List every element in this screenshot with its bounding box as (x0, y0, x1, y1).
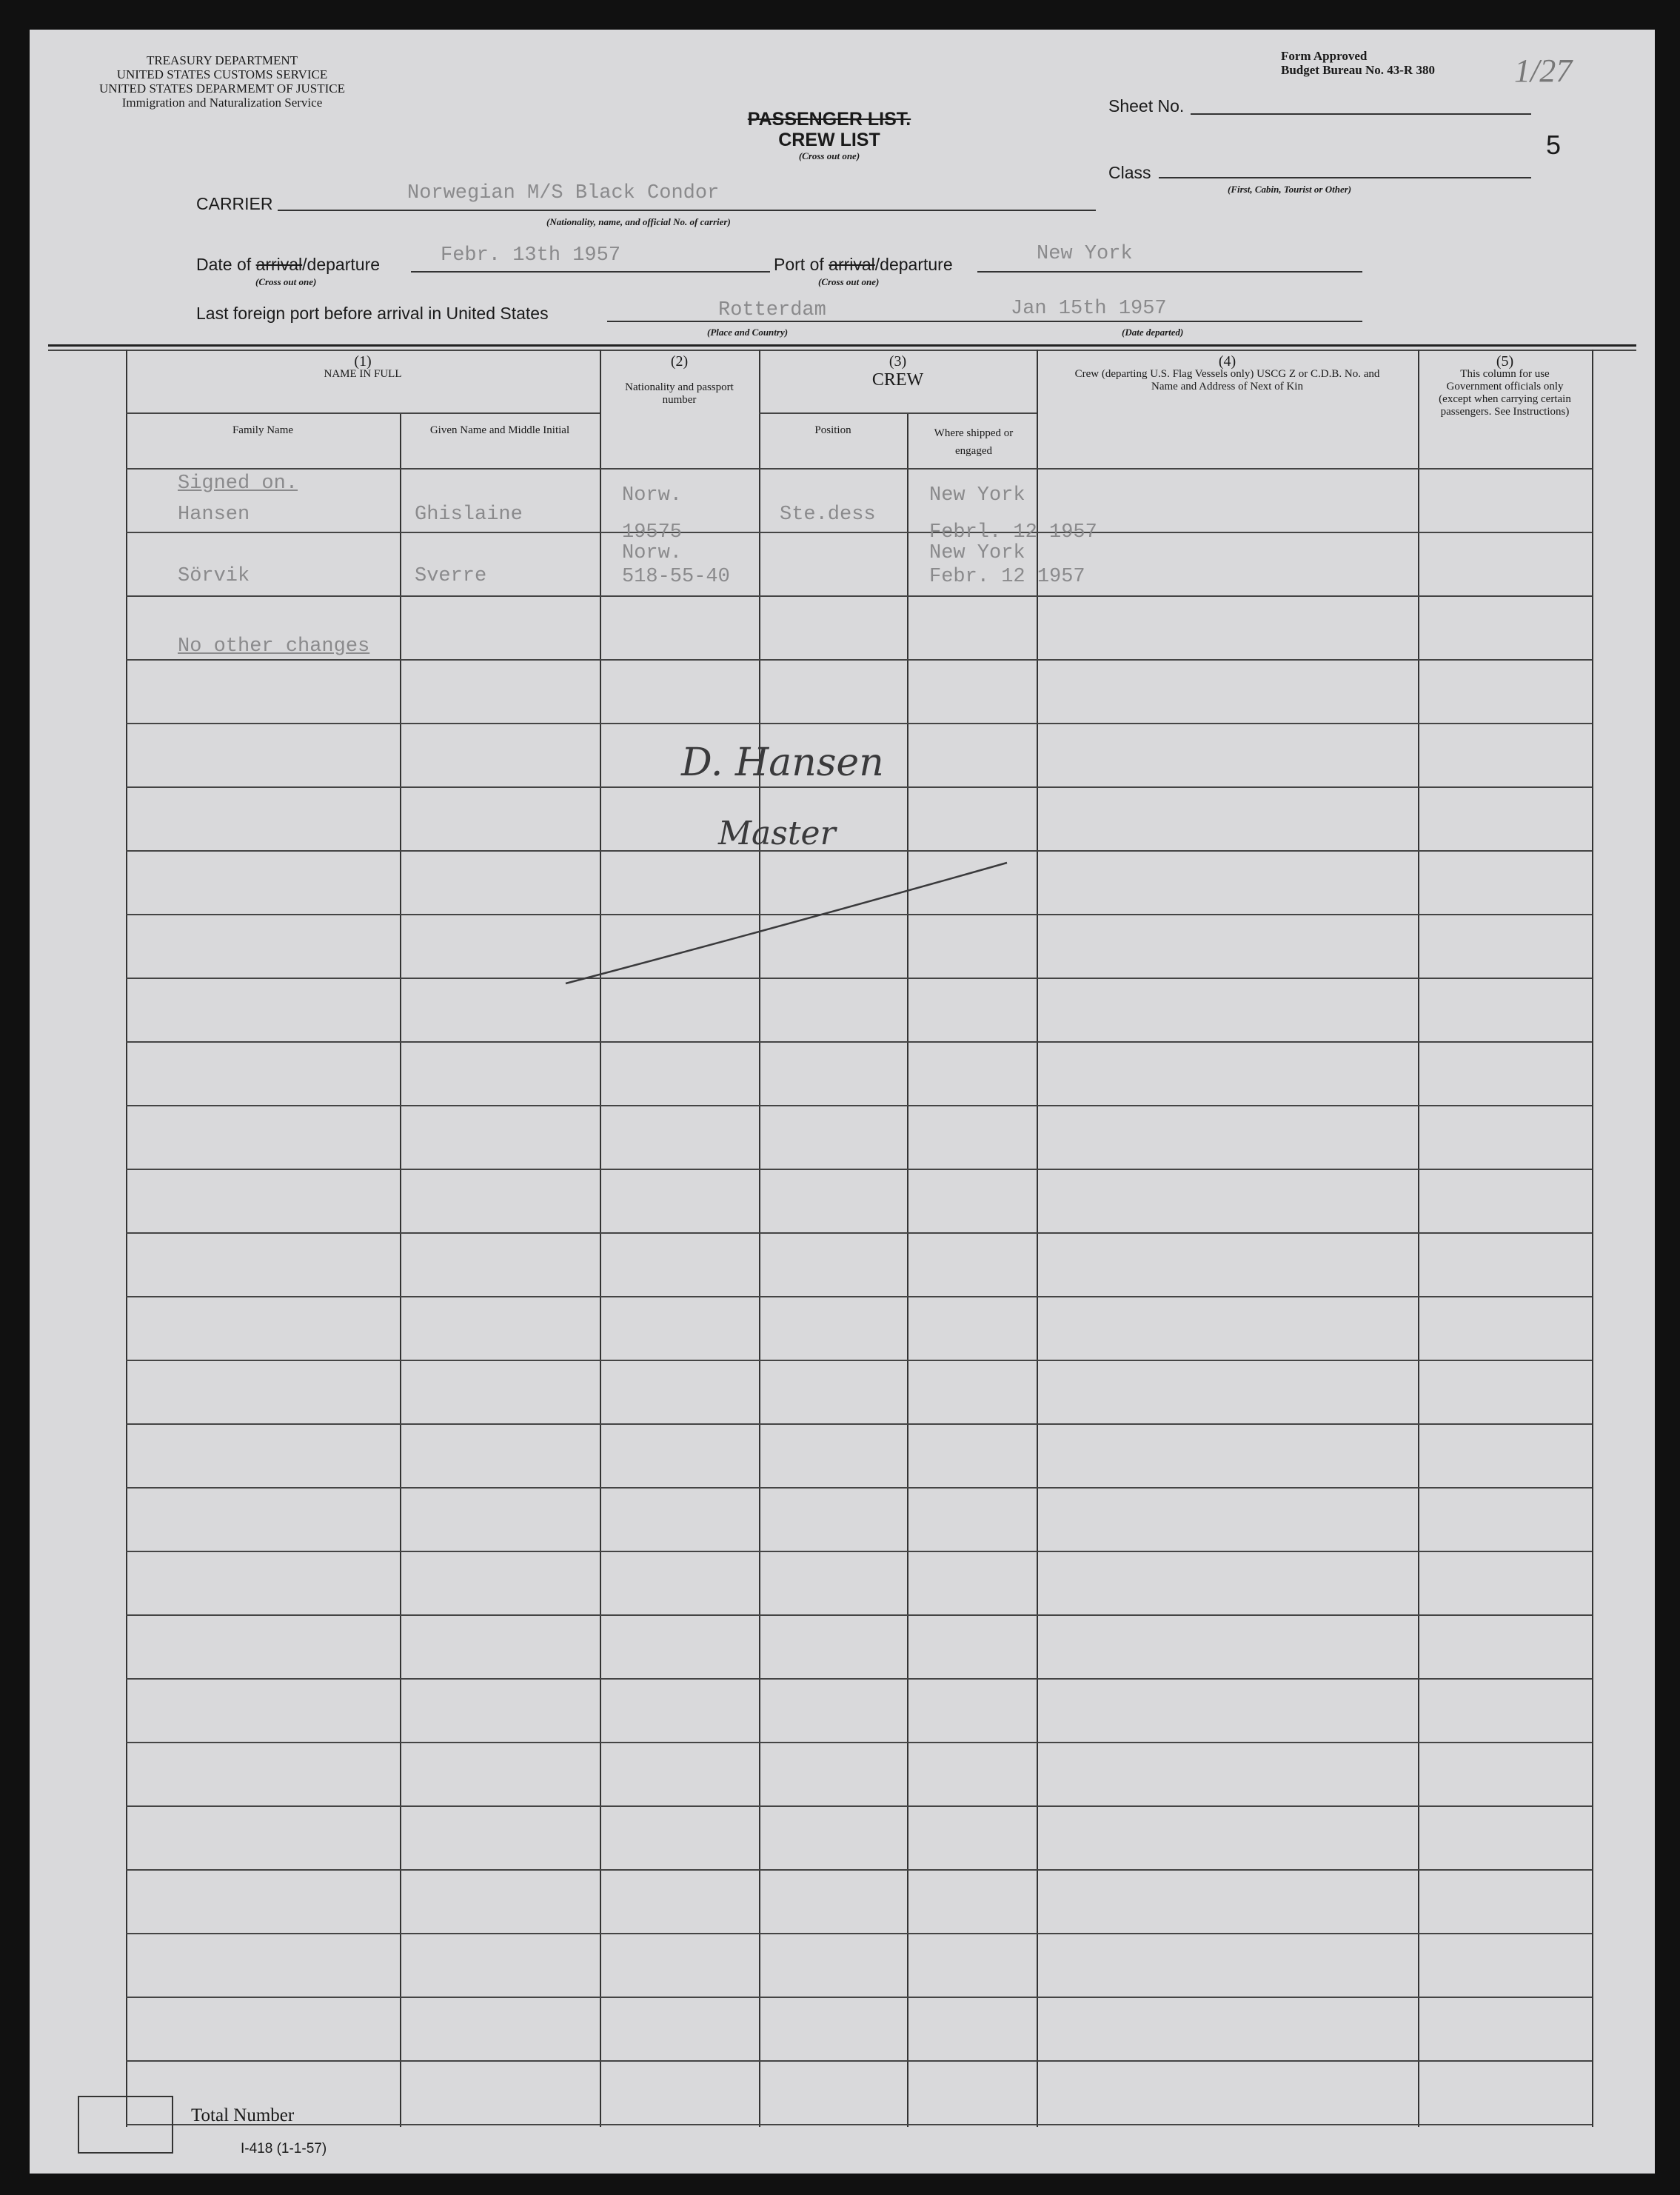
agency-line-2: UNITED STATES CUSTOMS SERVICE (116, 67, 328, 81)
last-port-hint: (Place and Country) (707, 327, 789, 338)
col4-number: (4) (1218, 353, 1236, 370)
carrier-value: Norwegian M/S Black Condor (407, 182, 720, 204)
cross-out-hint: (Cross out one) (798, 150, 860, 161)
col2-header (615, 355, 744, 407)
no-other-changes-note: No other changes (178, 635, 370, 658)
col1b-header: Given Name and Middle Initial (429, 424, 570, 436)
last-port-value: Rotterdam (718, 299, 826, 321)
carrier-label: CARRIER (196, 194, 273, 213)
date-label-suffix: /departure (302, 255, 381, 274)
date-value: Febr. 13th 1957 (441, 244, 621, 267)
signature-flourish (563, 815, 1022, 992)
port-label-struck: arrival (829, 255, 875, 274)
form-number: I-418 (1-1-57) (241, 2141, 327, 2156)
date-hint: (Cross out one) (255, 276, 317, 287)
last-port-date: Jan 15th 1957 (1011, 298, 1167, 320)
col4-title: Crew (departing U.S. Flag Vessels only) USCG Z or C.D.B. No. and Name and Address of Next of Kin (1074, 368, 1380, 392)
row2-family-name: Sörvik (178, 565, 250, 587)
row1-position: Ste.dess (780, 504, 876, 526)
signature-name: D. Hansen (681, 741, 884, 785)
col3-header (759, 353, 1037, 390)
port-label-suffix: /departure (874, 255, 953, 274)
agency-block (74, 53, 370, 110)
col3b-header: Where shipped or engaged (934, 427, 1014, 457)
sheet-label: Sheet No. (1108, 96, 1185, 116)
col2-title: Nationality and passport number (625, 381, 734, 406)
row2-nationality: Norw. (622, 542, 683, 564)
agency-line-4: Immigration and Naturalization Service (121, 96, 323, 110)
form-approved: Form Approved (1281, 49, 1368, 63)
agency-line-3: UNITED STATES DEPARMEMT OF JUSTICE (98, 81, 346, 96)
row1-given-name: Ghislaine (415, 504, 523, 526)
class-hint: (First, Cabin, Tourist or Other) (1228, 184, 1352, 195)
row2-given-name: Sverre (415, 565, 487, 587)
row1-date: Febrl. 12 1957 (929, 521, 1097, 544)
sheet-number: 5 (1546, 130, 1562, 160)
total-number-box[interactable] (78, 2096, 173, 2154)
row1-passport: 19575 (622, 521, 683, 544)
last-port-label: Last foreign port before arrival in United States (196, 304, 549, 323)
col5-number: (5) (1496, 353, 1514, 370)
port-hint: (Cross out one) (818, 276, 880, 287)
col1-title: NAME IN FULL (324, 368, 402, 380)
date-label (196, 255, 380, 275)
col5-header (1433, 355, 1577, 418)
total-number-label: Total Number (191, 2105, 295, 2125)
agency-line-1: TREASURY DEPARTMENT (146, 53, 298, 67)
signed-on-note: Signed on. (178, 472, 298, 495)
row1-family-name: Hansen (178, 504, 250, 526)
list-title-block (681, 109, 977, 161)
col3a-header: Position (814, 424, 851, 436)
col1-number: (1) (354, 353, 372, 370)
col5-title: This column for use Government officials only (except when carrying certain passengers. See Instructions) (1439, 368, 1571, 418)
col1-header (126, 355, 600, 381)
passenger-list-title: PASSENGER LIST. (747, 109, 911, 130)
row2-where: New York (929, 542, 1025, 564)
corner-mark: 1/27 (1514, 53, 1573, 89)
col3-number: (3) (888, 353, 907, 370)
form-approved-block (1281, 49, 1435, 77)
row2-date: Febr. 12 1957 (929, 566, 1085, 588)
last-port-date-hint: (Date departed) (1122, 327, 1184, 338)
row1-nationality: Norw. (622, 484, 683, 507)
row1-where: New York (929, 484, 1025, 507)
port-value: New York (1037, 243, 1133, 265)
signature-title: Master (718, 815, 836, 852)
port-label (774, 255, 953, 275)
carrier-hint: (Nationality, name, and official No. of carrier) (546, 216, 731, 227)
col4-header (1074, 355, 1381, 393)
row2-passport: 518-55-40 (622, 566, 730, 588)
crew-list-title: CREW LIST (778, 130, 880, 150)
col2-number: (2) (670, 353, 689, 370)
date-label-prefix: Date of (196, 255, 256, 274)
col1a-header: Family Name (232, 424, 294, 436)
date-label-struck: arrival (255, 255, 303, 274)
crew-list-form (30, 30, 1655, 2174)
class-label: Class (1108, 163, 1151, 182)
port-label-prefix: Port of (774, 255, 829, 274)
budget-bureau: Budget Bureau No. 43-R 380 (1281, 63, 1435, 77)
col3-title: CREW (871, 370, 924, 390)
